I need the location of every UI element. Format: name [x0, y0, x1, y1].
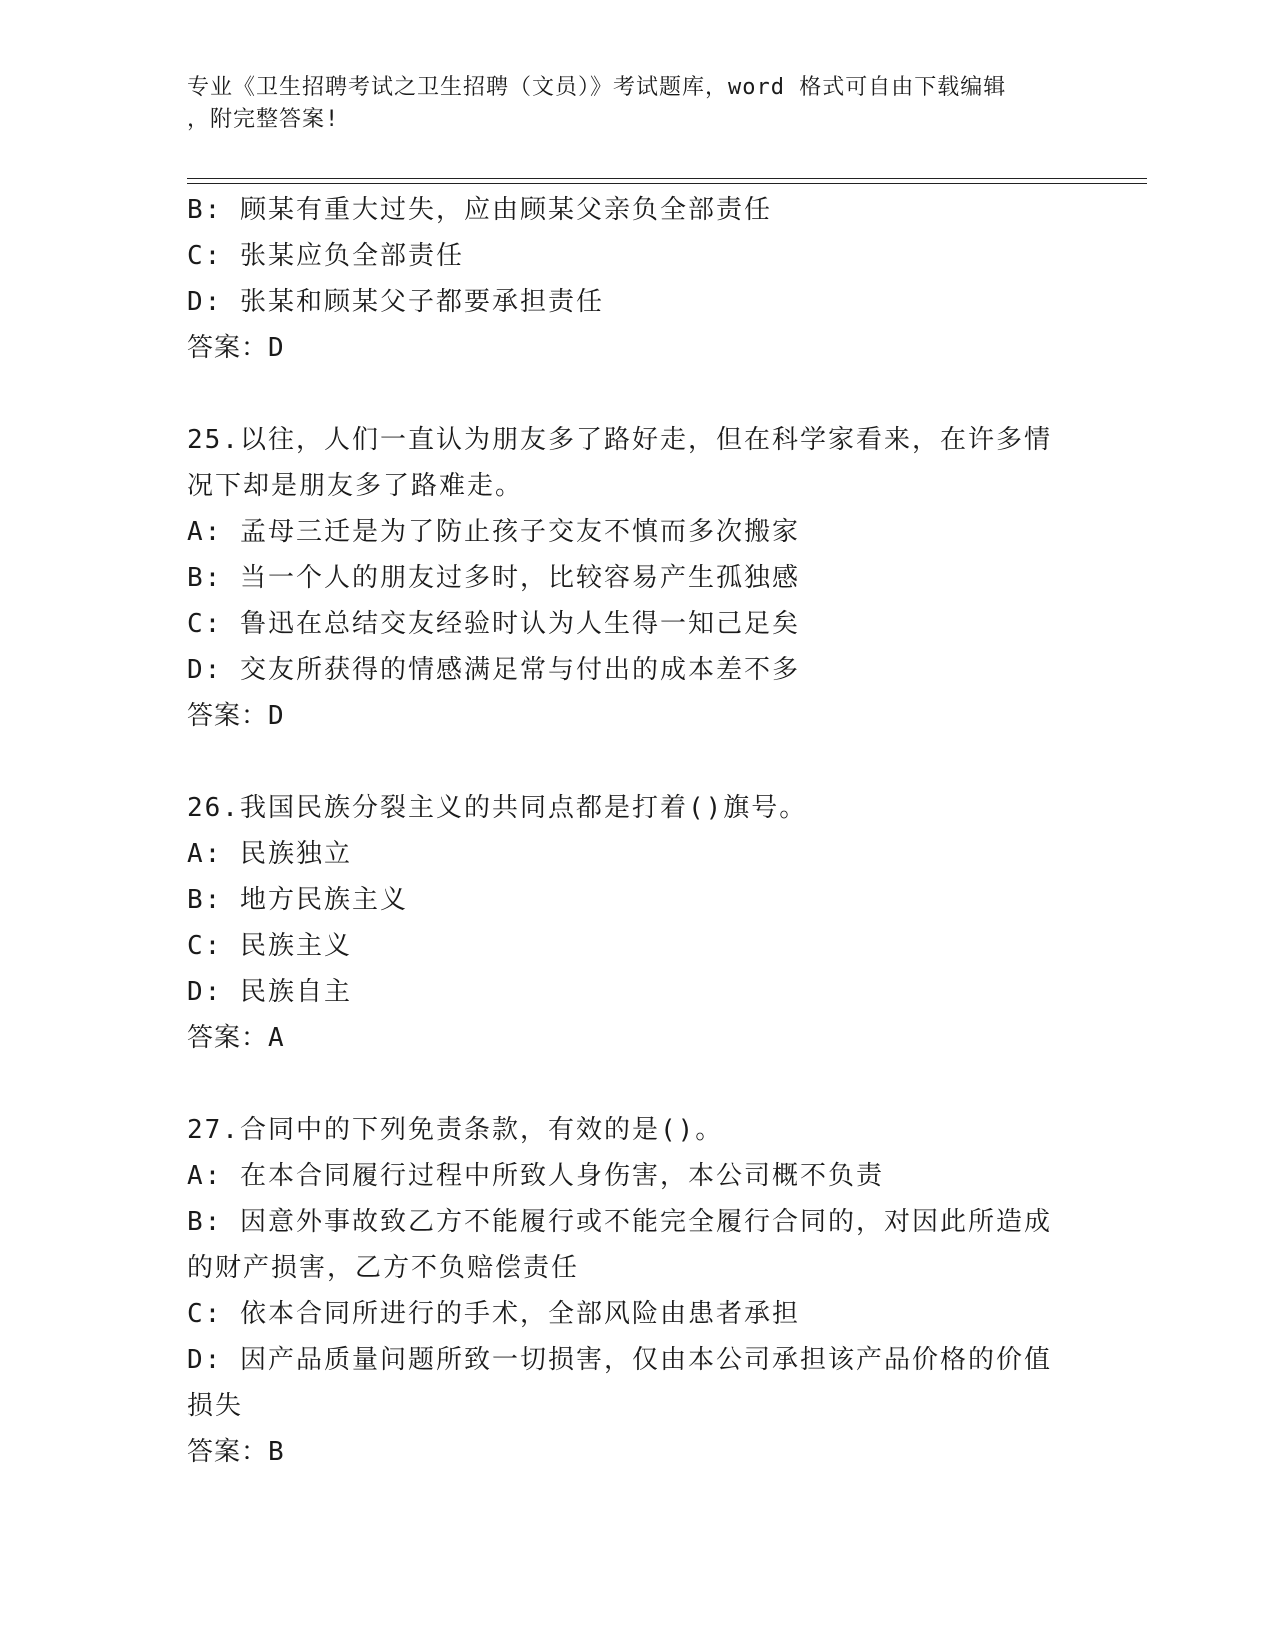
answer-line [187, 693, 1067, 739]
question-stem-line: 27.合同中的下列免责条款，有效的是()。 [187, 1115, 724, 1145]
option-c: C: 依本合同所进行的手术，全部风险由患者承担 [187, 1299, 800, 1329]
option-a: A: 孟母三迁是为了防止孩子交友不慎而多次搬家 [187, 517, 800, 547]
header-divider-top [187, 178, 1147, 179]
option-b: B: 因意外事故致乙方不能履行或不能完全履行合同的，对因此所造成 [187, 1207, 1052, 1237]
question-list [187, 187, 1067, 1475]
option-b-continued: 的财产损害，乙方不负赔偿责任 [187, 1253, 580, 1283]
spacer [187, 371, 1067, 417]
option-d-continued: 损失 [187, 1391, 244, 1421]
answer-label: 答案： [187, 333, 269, 363]
answer-label: 答案： [187, 701, 269, 731]
question-27 [187, 1107, 1067, 1475]
header-divider-bottom [187, 183, 1147, 184]
question-stem-line: 25.以往，人们一直认为朋友多了路好走，但在科学家看来，在许多情 [187, 425, 1052, 455]
document-header [187, 72, 1067, 136]
answer-value: B [268, 1437, 286, 1467]
option-d: D: 民族自主 [187, 977, 352, 1007]
spacer [187, 1061, 1067, 1107]
option-c: C: 鲁迅在总结交友经验时认为人生得一知己足矣 [187, 609, 800, 639]
option-b: B: 地方民族主义 [187, 885, 408, 915]
question-stem-line: 26.我国民族分裂主义的共同点都是打着()旗号。 [187, 793, 808, 823]
carryover-question [187, 187, 1067, 371]
header-line-2: ，附完整答案! [187, 107, 340, 132]
answer-value: A [268, 1023, 286, 1053]
header-line-1: 专业《卫生招聘考试之卫生招聘（文员）》考试题库，word 格式可自由下载编辑 [187, 75, 1007, 100]
answer-value: D [268, 701, 286, 731]
option-c: C: 民族主义 [187, 931, 352, 961]
option-a: A: 在本合同履行过程中所致人身伤害，本公司概不负责 [187, 1161, 884, 1191]
option-b: B: 当一个人的朋友过多时，比较容易产生孤独感 [187, 563, 800, 593]
option-d: D: 张某和顾某父子都要承担责任 [187, 287, 604, 317]
question-26 [187, 785, 1067, 1061]
option-b: B: 顾某有重大过失，应由顾某父亲负全部责任 [187, 195, 772, 225]
answer-value: D [268, 333, 286, 363]
option-d: D: 交友所获得的情感满足常与付出的成本差不多 [187, 655, 800, 685]
answer-line [187, 325, 1067, 371]
answer-label: 答案： [187, 1023, 269, 1053]
question-25 [187, 417, 1067, 739]
answer-line [187, 1429, 1067, 1475]
answer-label: 答案： [187, 1437, 269, 1467]
option-c: C: 张某应负全部责任 [187, 241, 464, 271]
answer-line [187, 1015, 1067, 1061]
spacer [187, 739, 1067, 785]
option-d: D: 因产品质量问题所致一切损害，仅由本公司承担该产品价格的价值 [187, 1345, 1052, 1375]
option-a: A: 民族独立 [187, 839, 352, 869]
question-stem-line: 况下却是朋友多了路难走。 [187, 471, 524, 501]
